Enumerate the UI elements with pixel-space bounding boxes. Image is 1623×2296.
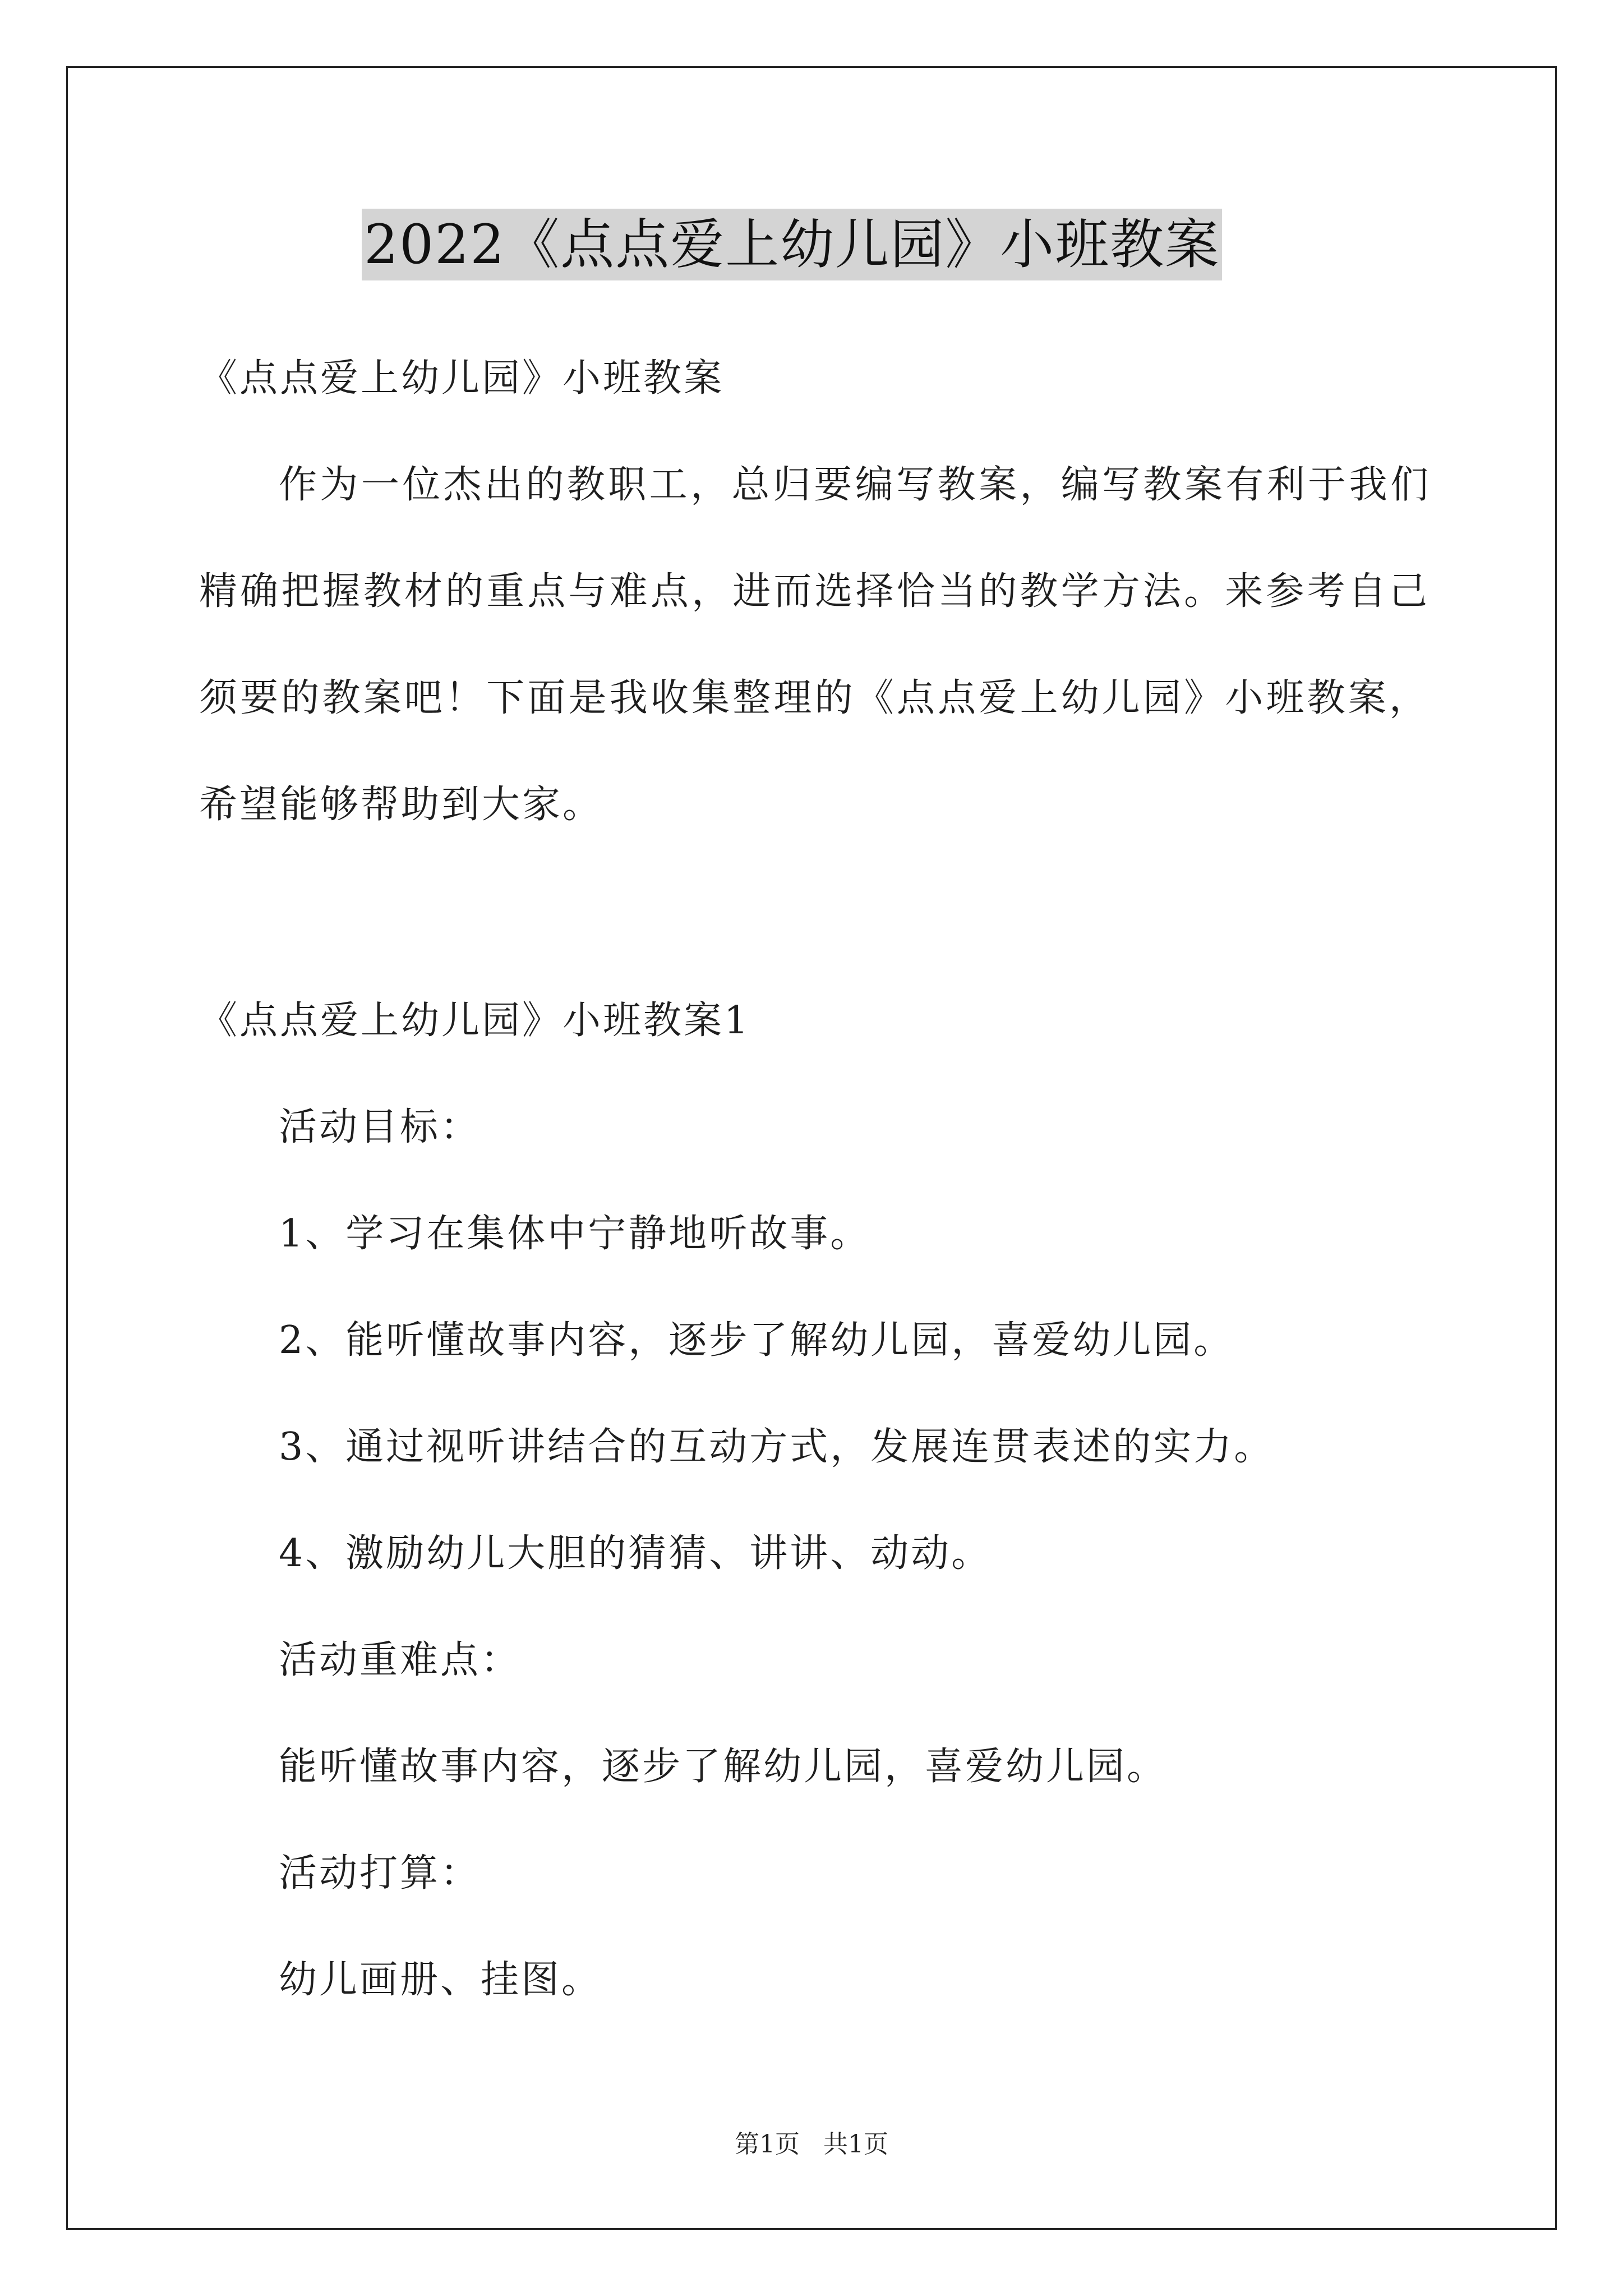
goal-item-2: 2、能听懂故事内容，逐步了解幼儿园，喜爱幼儿园。	[279, 1318, 1234, 1363]
key-points-heading: 活动重难点：	[279, 1638, 522, 1682]
goal-item-3: 3、通过视听讲结合的互动方式，发展连贯表述的实力。	[279, 1425, 1275, 1469]
intro-line-3: 须要的教案吧！下面是我收集整理的《点点爱上幼儿园》小班教案，	[199, 676, 1427, 720]
goal-item-1: 1、学习在集体中宁静地听故事。	[279, 1212, 871, 1256]
intro-line-4: 希望能够帮助到大家。	[199, 783, 603, 827]
document-subtitle: 《点点爱上幼儿园》小班教案	[199, 356, 725, 401]
goal-item-4: 4、激励幼儿大胆的猜猜、讲讲、动动。	[279, 1531, 992, 1576]
intro-line-2: 精确把握教材的重点与难点，进而选择恰当的教学方法。来参考自己	[199, 569, 1427, 614]
page-number-footer: 第1页 共1页	[735, 2130, 888, 2159]
preparation-heading: 活动打算：	[279, 1851, 481, 1895]
section-heading: 《点点爱上幼儿园》小班教案1	[199, 999, 751, 1043]
key-points-text: 能听懂故事内容，逐步了解幼儿园，喜爱幼儿园。	[279, 1745, 1168, 1789]
document-title: 2022《点点爱上幼儿园》小班教案	[362, 209, 1222, 280]
intro-line-1: 作为一位杰出的教职工，总归要编写教案，编写教案有利于我们	[279, 463, 1428, 507]
goals-heading: 活动目标：	[279, 1105, 481, 1149]
preparation-text: 幼儿画册、挂图。	[279, 1958, 602, 2002]
